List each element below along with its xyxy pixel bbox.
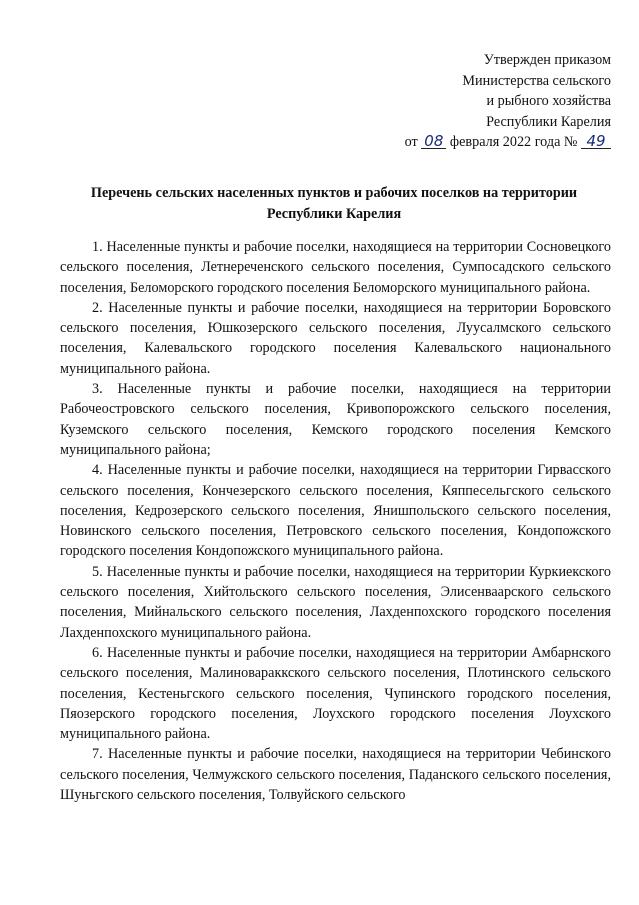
paragraph-2: 2. Населенные пункты и рабочие поселки, находящиеся на территории Боровского сельского поселения, Юшкозерского сельского поселения, Луусалмского сельского поселения, Калевальского городского поселения Калевальского национального муниципального района.	[60, 299, 611, 377]
approval-date-line	[405, 132, 611, 153]
approval-line-3: и рыбного хозяйства	[486, 93, 611, 110]
document-title: Перечень сельских населенных пунктов и рабочих поселков на территории Республики Карелия	[90, 185, 578, 222]
paragraph-6: 6. Населенные пункты и рабочие поселки, находящиеся на территории Амбарнского сельского поселения, Малиновараккского сельского поселения, Плотинского сельского поселения, Кестеньгского сельского поселения, Чупинского городского поселения, Пяозерского городского поселения, Лоухского городского поселения Лоухского муниципального района.	[60, 644, 611, 743]
document-body	[60, 237, 611, 805]
date-mid: февраля 2022 года №	[449, 134, 578, 151]
paragraph-1: 1. Населенные пункты и рабочие поселки, находящиеся на территории Сосновецкого сельского поселения, Летнереченского сельского поселения, Сумпосадского сельского поселения, Беломорского городского поселения Беломорского муниципального района.	[60, 239, 611, 296]
approval-line-2: Министерства сельского	[462, 72, 611, 89]
approval-line-1: Утвержден приказом	[483, 52, 611, 68]
approval-block	[405, 50, 611, 153]
date-prefix: от	[404, 134, 418, 151]
paragraph-3: 3. Населенные пункты и рабочие поселки, находящиеся на территории Рабочеостровского сельского поселения, Кривопорожского сельского поселения, Куземского сельского поселения, Кемского городского поселения Кемского муниципального района;	[60, 381, 611, 458]
paragraph-4: 4. Населенные пункты и рабочие поселки, находящиеся на территории Гирвасского сельского поселения, Кончезерского сельского поселения, Кяппесельгского сельского поселения, Кедрозерского сельского поселения, Янишпольского сельского поселения, Новинского сельского поселения, Петровского сельского поселения, Кондопожского городского поселения Кондопожского муниципального района.	[60, 462, 611, 560]
handwritten-order-number: 49	[581, 134, 611, 149]
handwritten-day: 08	[421, 134, 446, 149]
paragraph-5: 5. Населенные пункты и рабочие поселки, находящиеся на территории Куркиекского сельского поселения, Хийтольского сельского поселения, Элисенваарского сельского поселения, Мийнальского сельского поселения, Лахденпохского городского поселения Лахденпохского муниципального района.	[60, 563, 611, 641]
paragraph-7: 7. Населенные пункты и рабочие поселки, находящиеся на территории Чебинского сельского поселения, Челмужского сельского поселения, Паданского сельского поселения, Шуньгского сельского поселения, Толвуйского сельского	[60, 746, 611, 804]
approval-line-4: Республики Карелия	[486, 113, 611, 130]
